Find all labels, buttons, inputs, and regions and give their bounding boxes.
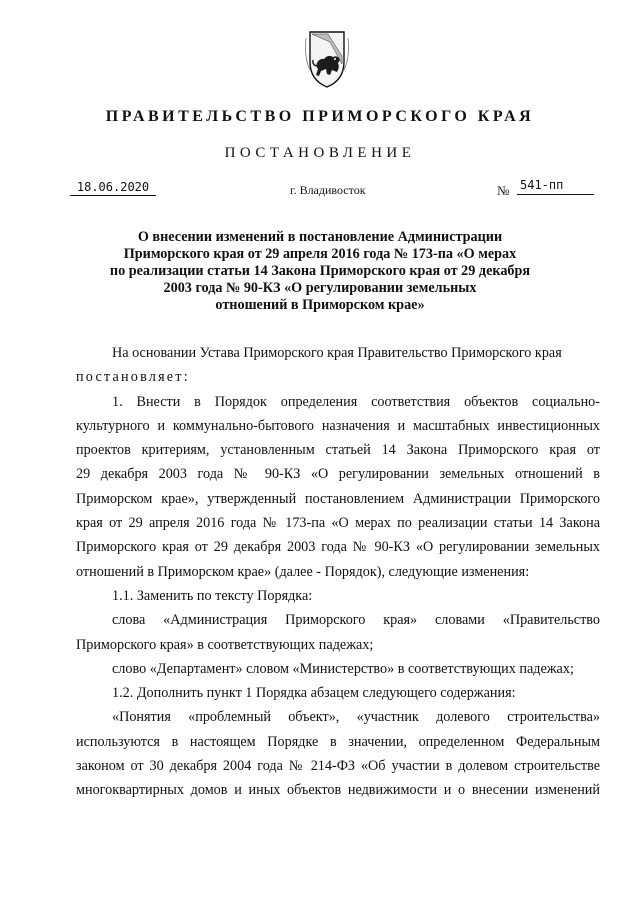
body-line: Приморского края от 29 декабря 2003 года № 90-КЗ «О регулировании земельных [76, 539, 600, 556]
body-line: 29 декабря 2003 года № 90-КЗ «О регулировании земельных отношений в [76, 466, 600, 483]
body-line: законом от 30 декабря 2004 года № 214-ФЗ «Об участии в долевом строительстве [76, 758, 600, 775]
heading-line: О внесении изменений в постановление Администрации [137, 229, 503, 245]
body-line: проектов критериям, установленным статьей 14 Закона Приморского края от [76, 442, 600, 459]
body-line: края от 29 апреля 2016 года № 173-па «О мерах по реализации статьи 14 Закона [76, 515, 600, 532]
body-line: 1. Внести в Порядок определения соответствия объектов социально- [112, 393, 600, 410]
body-line: постановляет: [76, 369, 190, 386]
document-date: 18.06.2020 [70, 180, 156, 196]
body-line: отношений в Приморском крае» (далее - Порядок), следующие изменения: [76, 563, 530, 580]
body-line: Приморском крае», утвержденный постановлением Администрации Приморского [76, 490, 600, 507]
body-line: многоквартирных домов и иных объектов недвижимости и о внесении изменений [76, 782, 600, 799]
body-line: 1.2. Дополнить пункт 1 Порядка абзацем следующего содержания: [112, 685, 516, 702]
body-line: культурного и коммунально-бытового назначения и масштабных инвестиционных [76, 417, 600, 434]
heading-line: по реализации статьи 14 Закона Приморского края от 29 декабря [109, 263, 531, 279]
document-city: г. Владивосток [290, 183, 366, 197]
body-line: Приморского края» в соответствующих падежах; [76, 636, 374, 653]
document-number: 541-пп [517, 178, 594, 195]
body-line: слова «Администрация Приморского края» словами «Правительство [112, 612, 600, 629]
body-line: слово «Департамент» словом «Министерство» в соответствующих падежах; [112, 660, 574, 677]
coat-of-arms-icon [302, 28, 352, 90]
government-title: ПРАВИТЕЛЬСТВО ПРИМОРСКОГО КРАЯ [105, 108, 535, 125]
document-heading [100, 229, 540, 314]
body-line: 1.1. Заменить по тексту Порядка: [112, 587, 313, 604]
body-line: На основании Устава Приморского края Правительство Приморского края [112, 345, 562, 361]
document-body [76, 341, 600, 803]
number-sign: № [497, 183, 510, 198]
heading-line: отношений в Приморском крае» [215, 297, 425, 313]
body-line: «Понятия «проблемный объект», «участник долевого строительства» [112, 709, 600, 726]
body-line: используются в настоящем Порядке в значении, определенном Федеральным [76, 733, 600, 750]
document-type: ПОСТАНОВЛЕНИЕ [224, 145, 416, 161]
heading-line: 2003 года № 90-КЗ «О регулировании земельных [163, 280, 477, 296]
heading-line: Приморского края от 29 апреля 2016 года № 173-па «О мерах [123, 246, 517, 262]
